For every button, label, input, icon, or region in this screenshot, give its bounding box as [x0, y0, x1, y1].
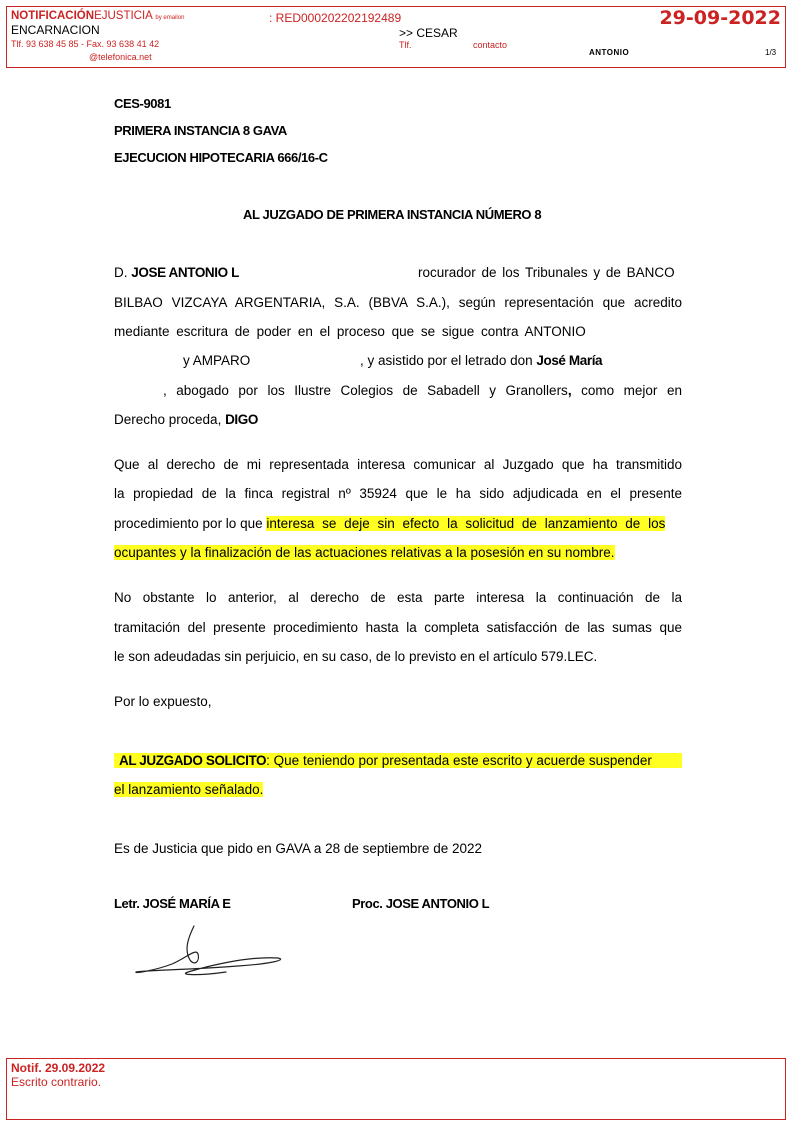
p3-line1: No obstante lo anterior, al derecho de esta parte interesa la continuación de la — [114, 590, 682, 605]
p1-line4-a: y AMPARO — [183, 353, 251, 368]
recipient: ENCARNACION — [11, 23, 100, 37]
p1-line2: BILBAO VIZCAYA ARGENTARIA, S.A. (BBVA S.A.), según representación que acredito — [114, 295, 682, 310]
p1-prefix: D. — [114, 265, 132, 280]
p1-line4-text: , y asistido por el letrado don — [360, 353, 537, 368]
reference-number: : RED000202202192489 — [269, 11, 402, 25]
page-indicator: 1/3 — [765, 48, 777, 57]
lawyer-signature-name: Letr. JOSÉ MARÍA E — [114, 896, 231, 911]
p2-line1: Que al derecho de mi representada interesa comunicar al Juzgado que ha transmitido — [114, 457, 682, 472]
forward-to: >> CESAR — [399, 26, 458, 40]
notification-footer — [6, 1058, 786, 1120]
p1-line5-end: como mejor en — [571, 383, 682, 398]
brand-bold: NOTIFICACIÓN — [11, 10, 95, 22]
solicito: AL JUZGADO SOLICITO — [119, 753, 267, 768]
footer-note: Escrito contrario. — [11, 1075, 102, 1089]
tlf-label: Tlf. — [399, 40, 412, 50]
handwritten-signature — [128, 920, 293, 980]
email: @telefonica.net — [89, 52, 152, 62]
p5-line1-text: : Que teniendo por presentada este escrito y acuerde suspender — [266, 753, 652, 768]
contact-label: contacto — [473, 40, 508, 50]
p3-line2: tramitación del presente procedimiento hasta la completa satisfacción de las sumas que — [114, 620, 682, 635]
brand-by: by emailon — [155, 15, 185, 21]
p2-line4: ocupantes y la finalización de las actuaciones relativas a la posesión en su nombre. — [114, 545, 615, 560]
case-ref: CES-9081 — [114, 96, 171, 111]
lawyer-name: José María — [536, 353, 603, 368]
p1-line5-text: , abogado por los Ilustre Colegios de Sabadell y Granollers — [163, 383, 568, 398]
p3-line3: le son adeudadas sin perjuicio, en su caso, de lo previsto en el artículo 579.LEC. — [114, 649, 598, 664]
p5-line1 — [114, 753, 682, 768]
notification-header — [6, 6, 786, 68]
p2-line3-text: procedimiento por lo que — [114, 516, 267, 531]
phone-fax: Tlf. 93 638 45 85 - Fax. 93 638 41 42 — [11, 39, 160, 49]
procedure-ref: EJECUCION HIPOTECARIA 666/16-C — [114, 150, 328, 165]
brand — [11, 10, 184, 22]
p2-line3 — [114, 516, 665, 531]
procurator-signature-name: Proc. JOSE ANTONIO L — [352, 896, 490, 911]
closing: Es de Justicia que pido en GAVA a 28 de septiembre de 2022 — [114, 841, 482, 856]
p1-line6 — [114, 412, 258, 427]
p4: Por lo expuesto, — [114, 694, 212, 709]
p1-line5-comma: , — [567, 383, 572, 398]
notification-date: 29-09-2022 — [659, 7, 781, 29]
court-ref: PRIMERA INSTANCIA 8 GAVA — [114, 123, 287, 138]
p1-line5 — [163, 383, 682, 398]
highlight-1: interesa se deje sin efecto la solicitud de lanzamiento de los — [266, 516, 666, 531]
client-name: ANTONIO — [589, 48, 630, 57]
p1-line3: mediante escritura de poder en el proceso que se sigue contra ANTONIO — [114, 324, 586, 339]
document-title: AL JUZGADO DE PRIMERA INSTANCIA NÚMERO 8 — [243, 207, 542, 222]
footer-notif: Notif. 29.09.2022 — [11, 1061, 106, 1075]
p2-line2: la propiedad de la finca registral nº 35924 que le ha sido adjudicada en el presente — [114, 486, 682, 501]
digo: DIGO — [225, 412, 258, 427]
p1-line1 — [114, 265, 239, 280]
p1-line4-b — [360, 353, 602, 368]
procurator-name: JOSE ANTONIO L — [131, 265, 239, 280]
p1-line1-rest: rocurador de los Tribunales y de BANCO — [418, 265, 675, 280]
p1-line6-text: Derecho proceda, — [114, 412, 226, 427]
brand-rest: EJUSTICIA — [94, 10, 153, 22]
p5-line2: el lanzamiento señalado. — [114, 782, 264, 797]
